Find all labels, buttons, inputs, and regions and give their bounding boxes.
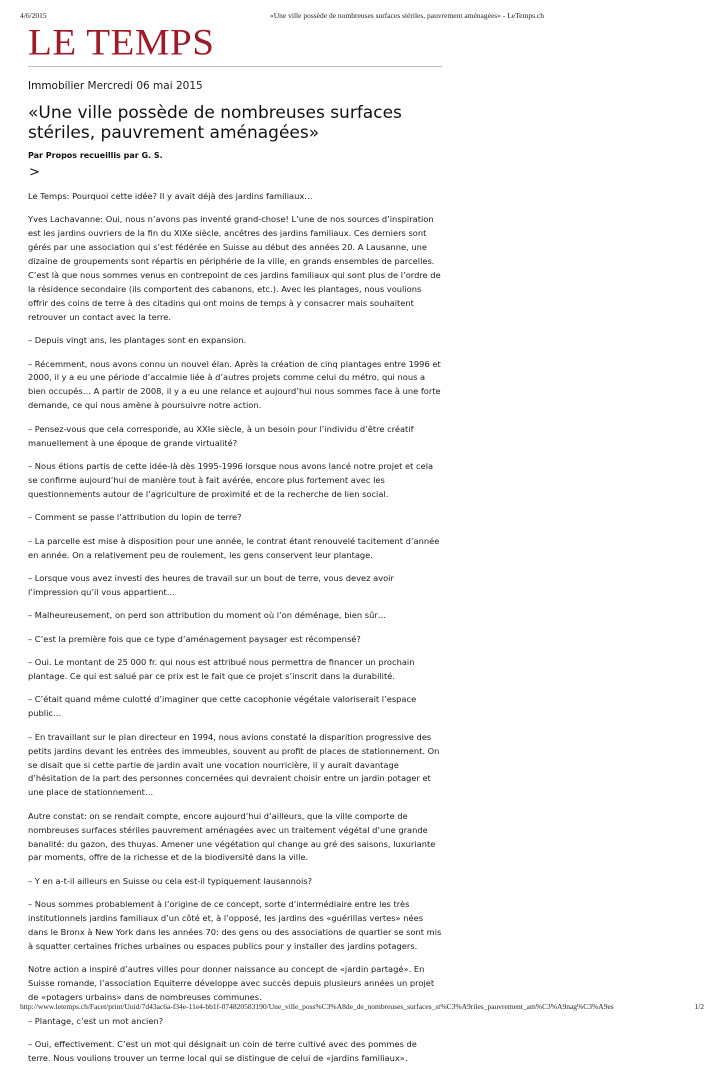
article-paragraph: Notre action a inspiré d’autres villes pour donner naissance au concept de «jardin partagé». En Suisse romande, l’association Equiterre développe avec succès depuis plusieurs années un projet de «potagers urbains» dans de nombreuses communes. xyxy=(28,964,435,1003)
article-paragraph: – Nous sommes probablement à l’origine de ce concept, sorte d’intermédiaire entre les très institutionnels jardins familiaux d’un côté et, à l’opposé, les jardins des «guérillas vertes» nées dans le Bronx à New York dans les années 70: des gens ou des associations de quartier se sont mis à squatter certaines friches urbaines ou espaces publics pour y installer des jardins potagers. xyxy=(28,899,442,951)
article-body xyxy=(28,190,442,1075)
article-headline: «Une ville possède de nombreuses surfaces stériles, pauvrement aménagées» xyxy=(28,103,402,143)
article-paragraph: – Oui. Le montant de 25 000 fr. qui nous est attribué nous permettra de financer un prochain plantage. Ce qui est salué par ce prix est le fait que ce projet s’inscrit dans la durabilité. xyxy=(28,657,415,681)
article-paragraph: – C’était quand même culotté d’imaginer que cette cacophonie végétale valoriserait l’espace public… xyxy=(28,694,417,719)
le-temps-logo[interactable]: LE TEMPS xyxy=(28,22,215,63)
article-paragraph: Le Temps: Pourquoi cette idée? Il y avait déjà des jardins familiaux… xyxy=(28,191,313,201)
arrow-icon: > xyxy=(29,165,40,180)
article-paragraph: – Pensez-vous que cela corresponde, au XXIe siècle, à un besoin pour l’individu d’être créatif manuellement à une époque de grande virtualité? xyxy=(28,423,414,448)
article-paragraph: – Comment se passe l’attribution du lopin de terre? xyxy=(28,512,242,523)
article-paragraph: – Oui, effectivement. C’est un mot qui désignait un coin de terre cultivé avec des pommes de terre. Nous voulions trouver un terme local qui se distingue de celui de «jardins familiaux». xyxy=(28,1039,417,1063)
article-date: Mercredi 06 mai 2015 xyxy=(87,80,203,92)
article-byline: Par Propos recueillis par G. S. xyxy=(28,151,163,160)
article-paragraph: – C’est la première fois que ce type d’aménagement paysager est récompensé? xyxy=(28,633,361,644)
print-page-number: 1/2 xyxy=(694,1002,704,1011)
rubric-link[interactable]: Immobilier xyxy=(28,80,85,92)
article-meta xyxy=(28,80,203,92)
print-page-title: «Une ville possède de nombreuses surfaces stériles, pauvrement aménagées» - LeTemps.ch xyxy=(270,11,544,20)
print-url: http://www.letemps.ch/Facet/print/Uuid/7d43ac6a-f34e-11e4-bb1f-074820583190/Une_ville_poss%C3%A8de_de_nombreuses_surfaces_st%C3%A9riles_pauvrement_am%C3%A9nag%C3%A9es xyxy=(20,1002,614,1011)
article-paragraph: – Malheureusement, on perd son attribution du moment où l’on déménage, bien sûr… xyxy=(28,610,387,621)
article-paragraph: – Lorsque vous avez investi des heures de travail sur un bout de terre, vous devez avoir l’impression qu’il vous appartient… xyxy=(28,572,394,597)
article-paragraph: Yves Lachavanne: Oui, nous n’avons pas inventé grand-chose! L’une de nos sources d’inspiration est les jardins ouvriers de la fin du XIXe siècle, ancêtres des jardins familiaux. Ces derniers sont gérés par une association qui s’est fédérée en Suisse au début des années 20. A Lausanne, une dizaine de groupements sont répartis en périphérie de la ville, en grands ensembles de parcelles. C’est là que nous sommes venus en contrepoint de ces jardins familiaux qui sont plus de l’ordre de la résidence secondaire (ils comportent des cabanons, etc.). Avec les plantages, nous voulions offrir des coins de terre à des citadins qui ont moins de temps à y consacrer mais souhaitent retrouver un contact avec la terre. xyxy=(28,214,441,322)
article-paragraph: – Y en a-t-il ailleurs en Suisse ou cela est-il typiquement lausannois? xyxy=(28,875,312,886)
article-paragraph: Autre constat: on se rendait compte, encore aujourd’hui d’ailleurs, que la ville comporte de nombreuses surfaces stériles pauvrement aménagées avec un traitement végétal d’une grande banalité: du gazon, des thuyas. Amener une végétation qui change au gré des saisons, luxuriante par moments, offre de la richesse et de la biodiversité dans la ville. xyxy=(28,810,436,863)
article-paragraph: – Depuis vingt ans, les plantages sont en expansion. xyxy=(28,335,247,346)
article-paragraph: – En travaillant sur le plan directeur en 1994, nous avions constaté la disparition progressive des petits jardins devant les entrées des immeubles, souvent au profit de places de stationnement. On se disait que si cette partie de jardin avait une vocation nourricière, il y aurait davantage d’hésitation de la part des personnes concernées qui devraient choisir entre un jardin potager et une place de stationnement… xyxy=(28,731,440,798)
print-date: 4/6/2015 xyxy=(20,11,47,20)
article-paragraph: – Récemment, nous avons connu un nouvel élan. Après la création de cinq plantages entre 1996 et 2000, il y a eu une période d’accalmie liée à d’autres projets comme celui du métro, qui nous a bien occupés… A partir de 2008, il y a eu une relance et aujourd’hui nous sommes face à une forte demande, ce qui nous amène à poursuivre notre action. xyxy=(28,358,441,411)
logo-divider xyxy=(28,66,442,67)
article-paragraph: – Nous étions partis de cette idée-là dès 1995-1996 lorsque nous avons lancé notre projet et cela se confirme aujourd’hui de manière tout à fait avérée, encore plus fortement avec les questionnements autour de l’agriculture de proximité et de la recherche de lien social. xyxy=(28,461,434,499)
article-paragraph: – Plantage, c’est un mot ancien? xyxy=(28,1015,164,1026)
article-paragraph: – La parcelle est mise à disposition pour une année, le contrat étant renouvelé tacitement d’année en année. On a relativement peu de roulement, les gens conservent leur plantage. xyxy=(28,535,440,560)
